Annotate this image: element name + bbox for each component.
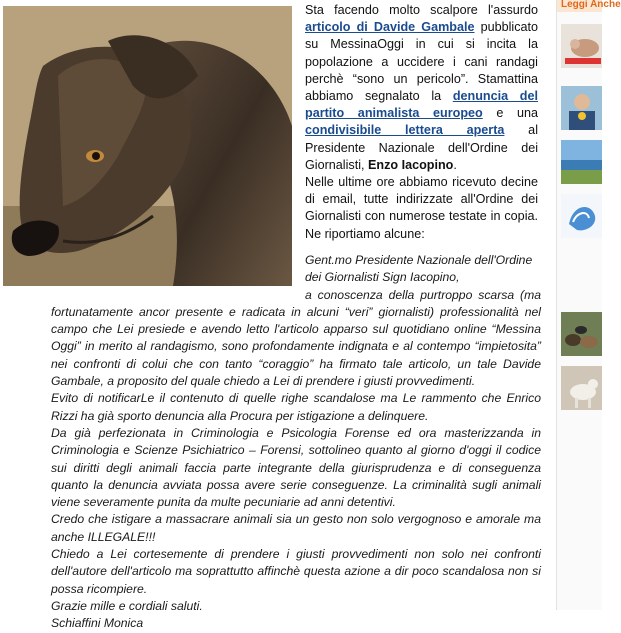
related-sidebar bbox=[556, 0, 621, 610]
intro-text-1: Sta facendo molto scalpore l'assurdo bbox=[305, 3, 538, 17]
link-articolo-gambale[interactable]: articolo di Davide Gambale bbox=[305, 20, 475, 35]
intro-text-5: . bbox=[453, 157, 457, 172]
letter-paragraph-2: Evito di notificarLe il contenuto di quelle righe scandalose ma Le rammento che Enrico Rizzi ha già sporto denuncia alla Procura per istigazione a delinquere. bbox=[51, 391, 541, 423]
related-thumb-3[interactable] bbox=[561, 140, 602, 184]
thumb-image-icon bbox=[561, 140, 602, 184]
thumb-image-icon bbox=[561, 194, 602, 238]
intro-text-4: al Presidente Nazionale dell'Ordine dei Giornalisti, bbox=[305, 123, 538, 172]
reader-letter bbox=[51, 252, 541, 633]
related-thumb-4[interactable] bbox=[561, 194, 602, 238]
thumb-image-icon bbox=[561, 366, 602, 410]
letter-paragraph-5: Chiedo a Lei cortesemente di prendere i giusti provvedimenti non solo nei confronti dell'autore dell'articolo ma soprattutto affinchè questa azione a dir poco scandalosa non si possa ricompiere. bbox=[51, 547, 541, 596]
intro-text-2: pubblicato su MessinaOggi in cui si incita la popolazione a uccidere i cani randagi perchè “sono un pericolo”. Stamattina abbiamo segnalato la bbox=[305, 20, 539, 104]
related-thumb-5[interactable] bbox=[561, 312, 602, 356]
intro-paragraph bbox=[305, 2, 538, 174]
article-intro bbox=[305, 2, 538, 243]
letter-signature: Schiaffini Monica bbox=[51, 616, 144, 631]
letter-closing: Grazie mille e cordiali saluti. bbox=[51, 598, 203, 613]
letter-salutation: Gent.mo Presidente Nazionale dell'Ordine dei Giornalisti Sign Iacopino, bbox=[305, 253, 533, 285]
link-denuncia-partito[interactable]: denuncia del partito animalista europeo bbox=[305, 89, 538, 121]
related-thumb-1[interactable] bbox=[561, 24, 602, 68]
related-thumb-6[interactable] bbox=[561, 366, 602, 410]
intro-paragraph-2: Nelle ultime ore abbiamo ricevuto decine di email, tutte indirizzate all'Ordine dei Giornalisti con numerose testate in copia. Ne riportiamo alcune: bbox=[305, 175, 538, 241]
intro-name: Enzo Iacopino bbox=[368, 157, 454, 172]
thumb-image-icon bbox=[561, 86, 602, 130]
thumb-image-icon bbox=[561, 312, 602, 356]
related-thumb-2[interactable] bbox=[561, 86, 602, 130]
letter-paragraph-3: Da già perfezionata in Criminologia e Psicologia Forense ed ora masterizzanda in Criminologia e Scienze Psichiatrico – Forensi, sottolineo quanto al giorno d'oggi il codice sui diritti degli animali faccia parte integrante della giurisprudenza e di conseguenza quanto la denuncia avviata possa avere serie conseguenze. La criminalità sugli animali viene severamente punita da multe pecuniarie ad anni detentivi. bbox=[51, 425, 541, 510]
intro-text-3: e una bbox=[482, 106, 538, 121]
link-lettera-aperta[interactable]: condivisibile lettera aperta bbox=[305, 123, 505, 138]
dog-photo bbox=[3, 6, 292, 286]
letter-paragraph-1: a conoscenza della purtroppo scarsa (ma fortunatamente ancor presente e radicata in alcuni “veri” giornalisti) professionalità nel campo che Lei presiede e avendo letto l'articolo apparso sul quotidiano online “Messina Oggi” in merito al randagismo, sono profondamente indignata e al contempo “impietosita” nei confronti di colui che con tanto “coraggio” ha firmato tale articolo, un tale Davide Gambale, a proposito del quale chiedo a Lei di prendere i giusti provvedimenti. bbox=[51, 287, 541, 389]
thumb-image-icon bbox=[561, 24, 602, 68]
sidebar-header: Leggi Anche bbox=[557, 0, 602, 12]
letter-paragraph-4: Credo che istigare a massacrare animali sia un gesto non solo vergognoso e amorale ma anche ILLEGALE!!! bbox=[51, 512, 541, 544]
dog-illustration bbox=[3, 6, 292, 286]
